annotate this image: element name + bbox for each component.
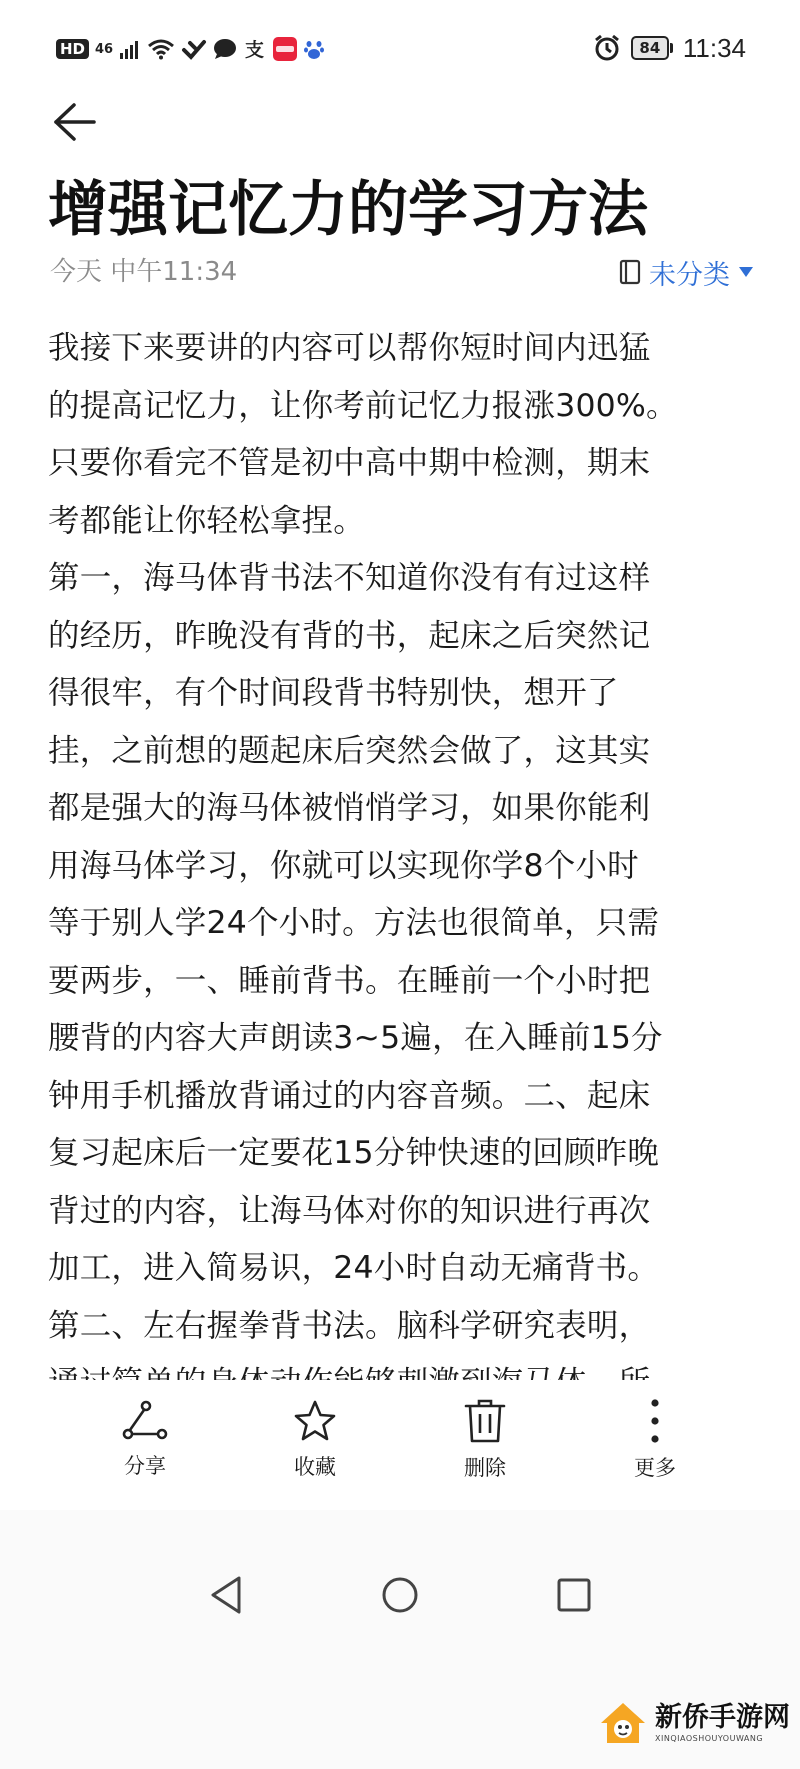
note-line: 我接下来要讲的内容可以帮你短时间内迅猛 <box>48 330 651 366</box>
more-vertical-icon <box>645 1398 665 1444</box>
note-line: 等于别人学24个小时。方法也很简单，只需 <box>48 905 660 941</box>
note-line: 第一，海马体背书法不知道你没有有过这样 <box>48 560 651 596</box>
note-line: 第二、左右握拳背书法。脑科学研究表明， <box>48 1307 651 1344</box>
triangle-back-icon <box>208 1575 244 1615</box>
delete-button[interactable] <box>420 1380 550 1500</box>
notebook-icon <box>619 259 641 285</box>
circle-home-icon <box>380 1575 420 1615</box>
svg-text:支: 支 <box>245 39 265 61</box>
note-title[interactable]: 增强记忆力的学习方法 <box>48 175 648 245</box>
category-label: 未分类 <box>649 259 730 291</box>
nav-home-button[interactable] <box>370 1565 430 1625</box>
category-selector[interactable] <box>619 252 754 292</box>
watermark <box>597 1688 790 1758</box>
note-line: 复习起床后一定要花15分钟快速的回顾昨晚 <box>48 1135 660 1171</box>
note-line: 加工，进入简易识，24小时自动无痛背书。 <box>48 1250 660 1286</box>
status-bar <box>0 0 800 96</box>
message-bubble-icon <box>213 38 237 60</box>
note-line: 钟用手机播放背诵过的内容音频。二、起床 <box>48 1077 651 1114</box>
status-left <box>56 34 325 64</box>
share-icon <box>122 1400 168 1442</box>
signal-icon <box>119 38 141 60</box>
wifi-icon <box>147 38 175 60</box>
house-logo-icon <box>597 1697 649 1749</box>
star-icon <box>292 1399 338 1443</box>
note-line: 的经历，昨晚没有背的书，起床之后突然记 <box>48 617 651 654</box>
hd-badge: HD <box>56 39 89 59</box>
delete-label: 删除 <box>464 1456 506 1480</box>
back-button[interactable] <box>48 96 100 148</box>
share-label: 分享 <box>124 1454 166 1478</box>
note-line: 用海马体学习，你就可以实现你学8个小时 <box>48 847 639 884</box>
alipay-icon <box>243 38 267 60</box>
watermark-title: 新侨手游网 <box>655 1702 790 1733</box>
note-line: 只要你看完不管是初中高中期中检测，期末 <box>48 445 651 481</box>
red-app-icon <box>273 37 297 61</box>
battery-tip <box>670 43 673 53</box>
watermark-subtitle: XINQIAOSHOUYOUWANG <box>655 1734 764 1743</box>
note-line: 的提高记忆力，让你考前记忆力报涨300%。 <box>48 387 678 424</box>
status-time: 11:34 <box>682 32 746 63</box>
note-line: 背过的内容，让海马体对你的知识进行再次 <box>48 1192 651 1229</box>
note-line: 挂，之前想的题起床后突然会做了，这其实 <box>48 732 651 769</box>
more-button[interactable] <box>590 1380 720 1500</box>
note-timestamp: 今天 中午11:34 <box>50 257 238 287</box>
battery-icon <box>631 36 673 60</box>
trash-icon <box>463 1398 507 1444</box>
square-recents-icon <box>556 1577 592 1613</box>
watermark-text <box>655 1702 790 1744</box>
note-line: 考都能让你轻松拿捏。 <box>48 502 366 539</box>
arrow-left-icon <box>52 102 96 142</box>
note-body[interactable] <box>48 320 762 1380</box>
nav-back-button[interactable] <box>196 1565 256 1625</box>
note-line: 都是强大的海马体被悄悄学习，如果你能利 <box>48 790 651 826</box>
baidu-paw-icon <box>303 38 325 60</box>
more-label: 更多 <box>634 1456 676 1480</box>
nav-recents-button[interactable] <box>544 1565 604 1625</box>
note-line: 腰背的内容大声朗读3~5遍，在入睡前15分 <box>48 1020 663 1056</box>
link-icon <box>181 38 207 60</box>
note-line: 得很牢，有个时间段背书特别快，想开了 <box>48 675 619 711</box>
alarm-icon <box>593 34 621 62</box>
favorite-button[interactable] <box>250 1380 380 1500</box>
share-button[interactable] <box>80 1380 210 1500</box>
note-line: 要两步，一、睡前背书。在睡前一个小时把 <box>48 962 651 999</box>
bottom-toolbar <box>0 1380 800 1510</box>
caret-down-icon <box>738 266 754 278</box>
favorite-label: 收藏 <box>294 1455 336 1479</box>
network-type: 46 <box>95 41 114 57</box>
battery-level: 84 <box>631 36 669 60</box>
status-right <box>593 30 746 66</box>
